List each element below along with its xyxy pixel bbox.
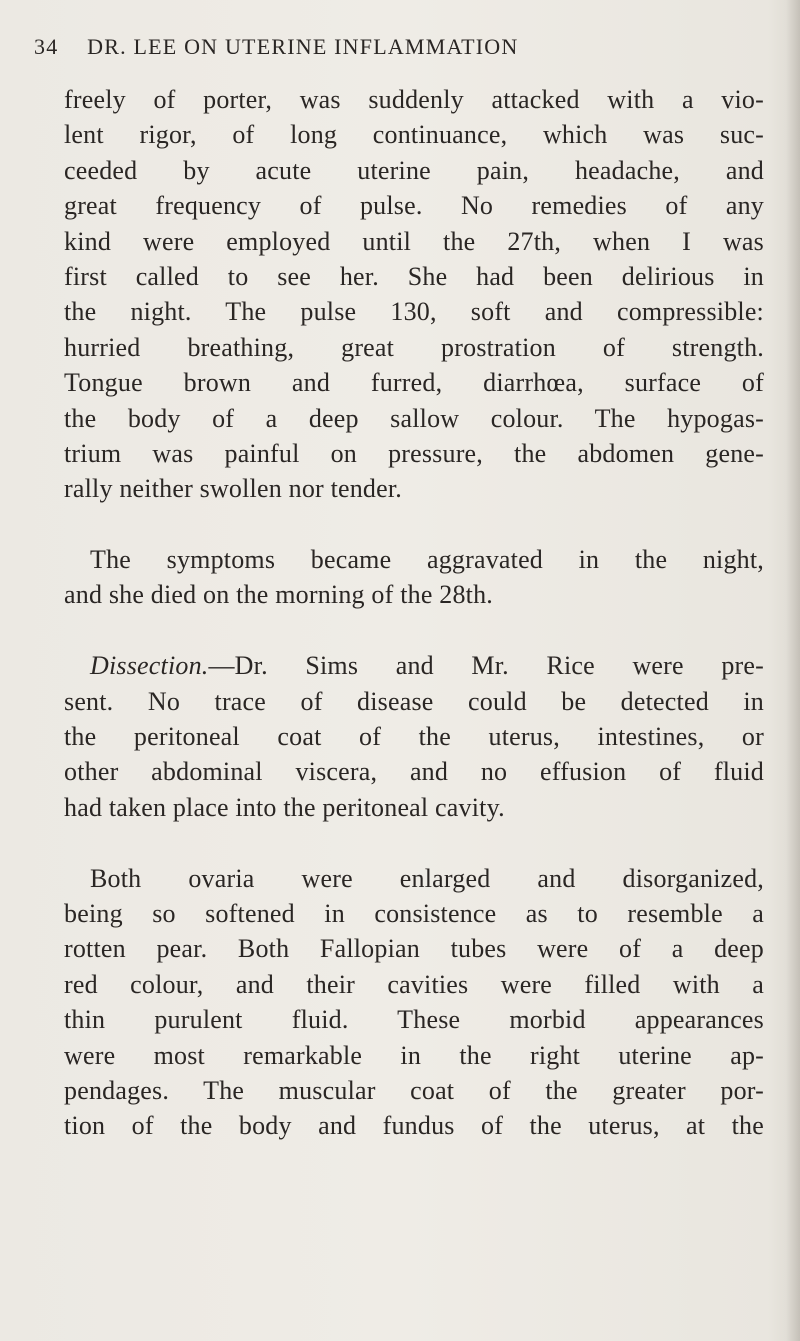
text-line: rotten pear. Both Fallopian tubes were of a deep — [64, 934, 764, 964]
text-line: sent. No trace of disease could be detected in — [64, 686, 764, 716]
text-line: red colour, and their cavities were filled with a — [64, 969, 764, 999]
text-line: rally neither swollen nor tender. — [64, 474, 402, 504]
text-line: tion of the body and fundus of the uterus, at the — [64, 1111, 764, 1141]
text-line: pendages. The muscular coat of the greater por- — [64, 1075, 764, 1105]
text-line: other abdominal viscera, and no effusion of fluid — [64, 757, 764, 787]
paragraph-gap — [64, 507, 764, 542]
page-edge-shadow — [786, 0, 800, 1341]
text-line: being so softened in consistence as to resemble a — [64, 898, 764, 928]
text-line: hurried breathing, great prostration of strength. — [64, 332, 764, 362]
text-line: Tongue brown and furred, diarrhœa, surface of — [64, 368, 764, 398]
text-line: first called to see her. She had been delirious in — [64, 261, 764, 291]
running-title: DR. LEE ON UTERINE INFLAMMATION — [87, 34, 519, 59]
text-line: lent rigor, of long continuance, which was suc- — [64, 120, 764, 150]
page-number: 34 — [34, 34, 59, 59]
text-line: the night. The pulse 130, soft and compressible: — [64, 297, 764, 327]
text-line: the peritoneal coat of the uterus, intestines, or — [64, 722, 764, 752]
text-line: and she died on the morning of the 28th. — [64, 580, 493, 610]
text-line: Both ovaria were enlarged and disorganized, — [90, 863, 764, 893]
body-text — [64, 82, 764, 1144]
text-line: were most remarkable in the right uterine ap- — [64, 1040, 764, 1070]
dissection-heading: Dissection. — [90, 651, 209, 681]
paragraph-4 — [64, 861, 764, 1144]
paragraph-3 — [64, 648, 764, 825]
paragraph-gap — [64, 613, 764, 648]
text-line: The symptoms became aggravated in the night, — [90, 545, 764, 575]
paragraph-1 — [64, 82, 764, 507]
running-head — [34, 34, 774, 64]
text-line: kind were employed until the 27th, when I was — [64, 226, 764, 256]
dissection-lead-text: —Dr. Sims and Mr. Rice were pre- — [208, 651, 764, 681]
text-line: thin purulent fluid. These morbid appearances — [64, 1005, 764, 1035]
text-line: the body of a deep sallow colour. The hypogas- — [64, 403, 764, 433]
text-line — [64, 648, 764, 683]
text-line: freely of porter, was suddenly attacked with a vio- — [64, 85, 764, 114]
text-line: trium was painful on pressure, the abdomen gene- — [64, 438, 764, 468]
paragraph-2 — [64, 542, 764, 613]
text-line: ceeded by acute uterine pain, headache, and — [64, 155, 764, 185]
paragraph-gap — [64, 825, 764, 860]
text-line: great frequency of pulse. No remedies of any — [64, 191, 764, 221]
text-line: had taken place into the peritoneal cavity. — [64, 792, 505, 822]
